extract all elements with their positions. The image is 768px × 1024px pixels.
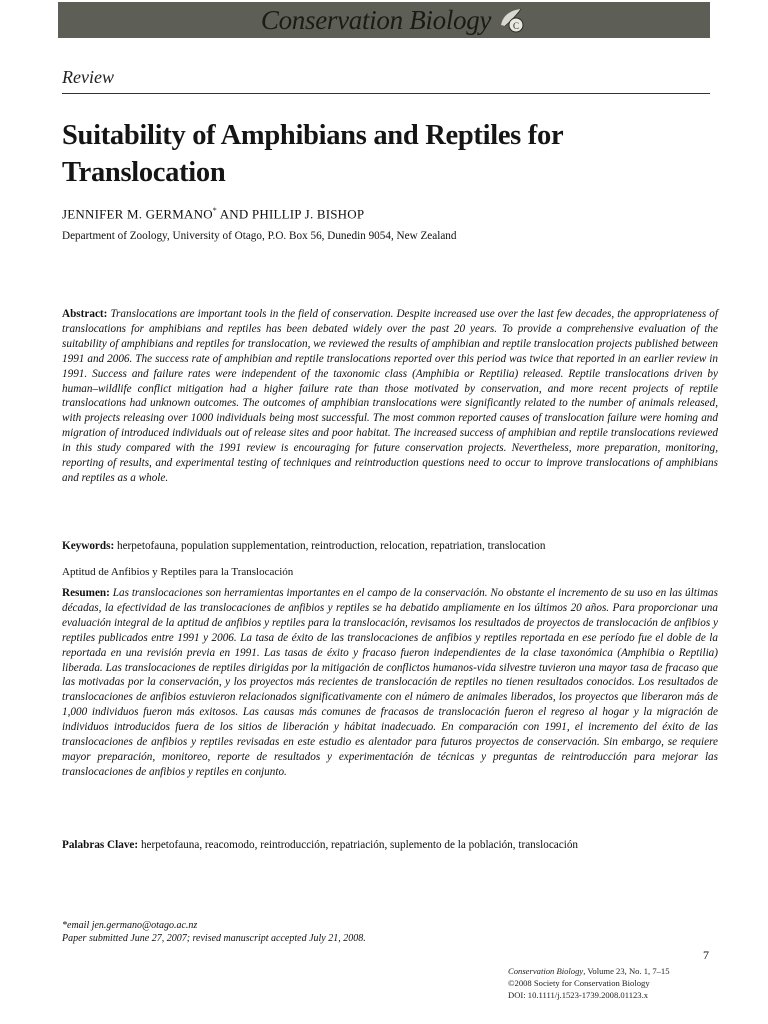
resumen-label: Resumen: bbox=[62, 587, 110, 599]
citation-doi: DOI: 10.1111/j.1523-1739.2008.01123.x bbox=[508, 990, 649, 1000]
svg-text:C: C bbox=[513, 21, 520, 31]
citation-copyright: ©2008 Society for Conservation Biology bbox=[508, 978, 650, 988]
section-rule bbox=[62, 93, 710, 94]
keywords-text: herpetofauna, population supplementation, reintroduction, relocation, repatriation, translocation bbox=[117, 540, 546, 552]
abstract-label: Abstract: bbox=[62, 308, 108, 320]
submission-footnote: Paper submitted June 27, 2007; revised manuscript accepted July 21, 2008. bbox=[62, 932, 366, 944]
journal-logo-icon bbox=[497, 5, 527, 35]
corresponding-author-marker: * bbox=[212, 206, 217, 215]
journal-name: Conservation Biology bbox=[260, 4, 492, 35]
resumen-text: Las translocaciones son herramientas importantes en el campo de la conservación. No obstante el incremento de su uso en las últimas décadas, la efectividad de las translocaciones de anfibios y reptiles se ha debatido ampliamente en los últimos 20 años. Para proporcionar una evaluación integral de la aptitud de anfibios y reptiles para la translocación, revisamos los resultados de proyectos de translocación de anfibios y reptiles publicados entre 1991 y 2006. La tasa de éxito de las translocaciones de anfibios y reptiles reportada en ese período fue el doble de la reportada en una revisión previa en 1991. Las tasas de éxito y fracaso fueron independientes de la clase taxonómica (Amphibia o Reptilia) liberada. Las translocaciones de reptiles dirigidas por la mitigación de conflictos humanos-vida silvestre tuvieron una mayor tasa de fracaso que las motivadas por la conservación, y los proyectos más recientes de translocación de reptiles no tienen resultados conocidos. Los resultados de translocaciones de anfibios estuvieron relacionados significativamente con el número de animales liberados, los proyectos que liberaron más de 1,000 individuos fueron más exitosos. Las causas más comunes de fracasos de translocación fueron el regreso al hogar y la migración de individuos introducidos fuera de los sitios de liberación y hábitat inadecuado. En comparación con 1991, el incremento del éxito de las translocaciones de anfibios y reptiles revisadas en este estudio es alentador para futuros proyectos de conservación. Sin embargo, se requiere mayor preparación, monitoreo, reporte de resultados y experimentación de técnicas y preguntas de reintroducción para mejorar las translocaciones de anfibios y reptiles en conjunto. bbox=[62, 587, 719, 778]
citation-journal: Conservation Biology bbox=[508, 966, 584, 976]
author-line bbox=[62, 206, 364, 222]
palabras-clave-text: herpetofauna, reacomodo, reintroducción, repatriación, suplemento de la población, translocación bbox=[140, 839, 579, 851]
author-affiliation: Department of Zoology, University of Otago, P.O. Box 56, Dunedin 9054, New Zealand bbox=[62, 230, 457, 242]
palabras-clave-label: Palabras Clave: bbox=[62, 839, 139, 851]
keywords bbox=[62, 540, 718, 552]
palabras-clave bbox=[62, 838, 622, 853]
author-rest: AND PHILLIP J. BISHOP bbox=[216, 206, 365, 222]
page-number: 7 bbox=[703, 948, 709, 962]
abstract-paragraph bbox=[62, 307, 718, 486]
citation-block bbox=[508, 965, 670, 1001]
resumen-paragraph bbox=[62, 586, 718, 780]
journal-banner bbox=[58, 2, 710, 38]
author-first: JENNIFER M. GERMANO bbox=[62, 206, 213, 222]
spanish-title: Aptitud de Anfibios y Reptiles para la Translocación bbox=[62, 566, 294, 578]
section-label: Review bbox=[62, 67, 114, 87]
keywords-label: Keywords: bbox=[62, 540, 115, 552]
email-footnote: *email jen.germano@otago.ac.nz bbox=[62, 920, 198, 931]
citation-volume-line bbox=[508, 965, 670, 977]
footnotes bbox=[62, 920, 366, 945]
article-title: Suitability of Amphibians and Reptiles for Translocation bbox=[62, 120, 563, 188]
citation-volume: , Volume 23, No. 1, 7–15 bbox=[583, 966, 670, 976]
abstract-text: Translocations are important tools in the field of conservation. Despite increased use over the last few decades, the appropriateness of translocations for amphibians and reptiles has been debated widely over the past 20 years. To provide a comprehensive evaluation of the suitability of amphibians and reptiles for translocation, we reviewed the results of amphibian and reptile translocation projects published between 1991 and 2006. The success rate of amphibian and reptile translocations reported over this period was twice that reported in an earlier review in 1991. Success and failure rates were independent of the taxonomic class (Amphibia or Reptilia) released. Reptile translocations driven by human–wildlife conflict mitigation had a higher failure rate than those motivated by conservation, and more recent projects of reptile translocations had unknown outcomes. The outcomes of amphibian translocations were significantly related to the number of animals released, with projects releasing over 1000 individuals being most successful. The most common reported causes of translocation failure were homing and migration of introduced individuals out of release sites and poor habitat. The increased success of amphibian and reptile translocations reviewed in this study compared with the 1991 review is encouraging for future conservation projects. Nevertheless, more preparation, monitoring, reporting of results, and experimental testing of techniques and reintroduction questions need to occur to improve translocations of amphibians and reptiles as a whole. bbox=[62, 308, 718, 484]
